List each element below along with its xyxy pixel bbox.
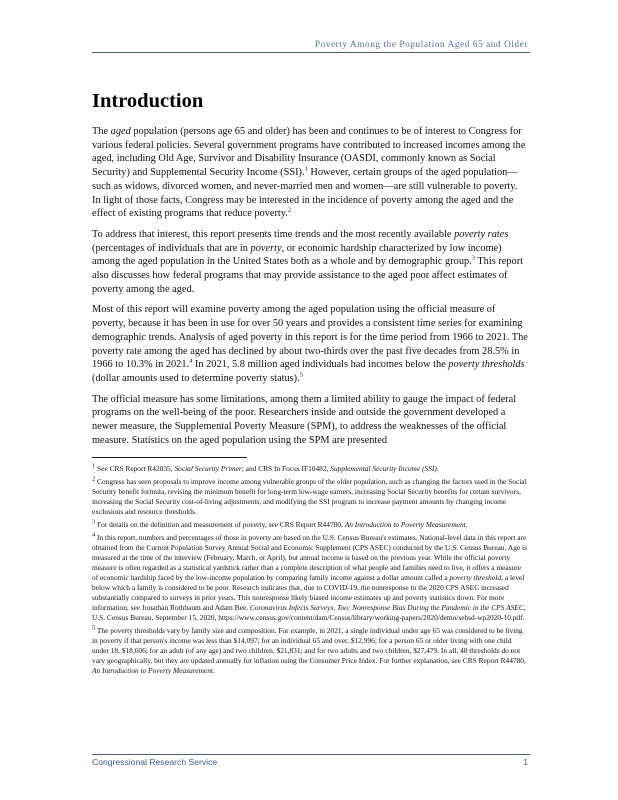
- paragraph-1: The aged population (persons age 65 and older) has been and continues to be of interest to Congress for various federal policies. Several government programs have contributed to increased incomes among the aged, including Old Age, Survivor and Disability Insurance (OASDI, commonly known as Social Security) and Supplemental Security Income (SSI).$^1$ However, certain groups of the aged population—such as widows, divorced women, and never-married men and women—are still vulnerable to poverty. In light of those facts, Congress may be interested in the incidence of poverty among the aged and the effect of existing programs that reduce poverty.$^2$: [92, 126, 526, 220]
- footnote-5: $^5$ The poverty thresholds vary by family size and composition. For example, in 2021, a single individual under age 65 was considered to be living in poverty if that person's income was less than $14,097; for an individual 65 and over, $12,996; for a person 65 or older living with one child under 18, $18,606; for an adult (of any age) and two children, $21,831; and for two adults and two children, $27,479. In all, 48 thresholds do not vary geographically, but they are updated annually for inflation using the Consumer Price Index. For further explanation, see CRS Report R44780, An Introduction to Poverty Measurement.: [92, 625, 526, 676]
- footnote-ref-1[interactable]: 1: [304, 165, 308, 173]
- paragraph-3: Most of this report will examine poverty among the aged population using the official measure of poverty, because it has been in use for over 50 years and provides a consistent time series for examining demographic trends. Analysis of aged poverty in this report is for the time period from 1966 to 2021. The poverty rate among the aged has declined by about two-thirds over the past five decades from 28.5% in 1966 to 10.3% in 2021.$^4$ In 2021, 5.8 million aged individuals had incomes below the poverty thresholds (dollar amounts used to determine poverty status).$^5$: [92, 304, 528, 384]
- running-head: Poverty Among the Population Aged 65 and Older: [314, 39, 528, 49]
- footnote-ref-3[interactable]: 3: [471, 254, 475, 262]
- footnote-2: $^2$ Congress has seen proposals to improve income among vulnerable groups of the older population, such as changing the factors used in the Social Security benefit formula, revising the minimum benefit for long-term low-wage earners, increasing Social Security benefits for certain survivors, increasing the Social Security cost-of-living adjustments, and modifying the SSI program to increase payment amounts by changing income exclusions and resource thresholds.: [92, 476, 527, 517]
- term-poverty: poverty: [250, 242, 282, 254]
- term-poverty-rates: poverty rates: [454, 228, 509, 240]
- footnote-4: $^4$ In this report, numbers and percentages of those in poverty are based on the U.S. Census Bureau's estimates. National-level data in this report are obtained from the Current Population Survey Annual Social and Economic Supplement (CPS ASEC) conducted by the U.S. Census Bureau. Age is measured at the time of the interview (February, March, or April), but annual income is based on the previous year. While the official poverty measure is often regarded as a statistical yardstick rather than a complete description of what people and families need to live, it offers a measure of economic hardship faced by the low-income population by comparing family income against a dollar amount called a poverty threshold, a level below which a family is considered to be poor. Research indicates that, due to COVID-19, the nonresponse to the 2020 CPS ASEC increased substantially compared to surveys in prior years. This nonresponse likely biased income estimates up and poverty statistics down. For more information, see Jonathan Rothbaum and Adam Bee, Coronavirus Infects Surveys, Too: Nonresponse Bias During the Pandemic in the CPS ASEC, U.S. Census Bureau, September 15, 2020, https://www.census.gov/content/dam/Census/library/working-papers/2020/demo/sehsd-wp2020-10.pdf.: [92, 532, 527, 623]
- footer-org: Congressional Research Service: [92, 757, 218, 767]
- footnote-ref-5[interactable]: 5: [299, 371, 303, 379]
- footnote-ref-2[interactable]: 2: [287, 206, 292, 214]
- paragraph-2: To address that interest, this report presents time trends and the most recently available poverty rates (percentages of individuals that are in poverty, or economic hardship characterized by low income) among the aged population in the United States both as a whole and by demographic group.$^3$ This report also discusses how federal programs that may provide assistance to the aged poor affect estimates of poverty among the aged.: [92, 228, 524, 295]
- header-rule: [92, 52, 530, 53]
- footnote-1: $^1$ See CRS Report R42035, Social Security Primer; and CRS In Focus IF10482, Supplemental Security Income (SSI).: [92, 463, 439, 474]
- paragraph-4: The official measure has some limitations, among them a limited ability to gauge the impact of federal programs on the well-being of the poor. Researchers inside and outside the government developed a newer measure, the Supplemental Poverty Measure (SPM), to address the weaknesses of the official measure. Statistics on the aged population using the SPM are presented: [92, 393, 517, 446]
- term-aged: aged: [110, 126, 131, 137]
- section-title: Introduction: [92, 90, 204, 112]
- footer-rule: [92, 754, 530, 755]
- page-number: 1: [523, 757, 528, 767]
- term-poverty-thresholds: poverty thresholds: [448, 359, 525, 371]
- page-body: [92, 90, 528, 679]
- footnote-3: $^3$ For details on the definition and measurement of poverty, see CRS Report R44780, An Introduction to Poverty Measurement.: [92, 519, 468, 530]
- footnote-ref-4[interactable]: 4: [189, 357, 193, 365]
- footnote-separator: [92, 457, 247, 458]
